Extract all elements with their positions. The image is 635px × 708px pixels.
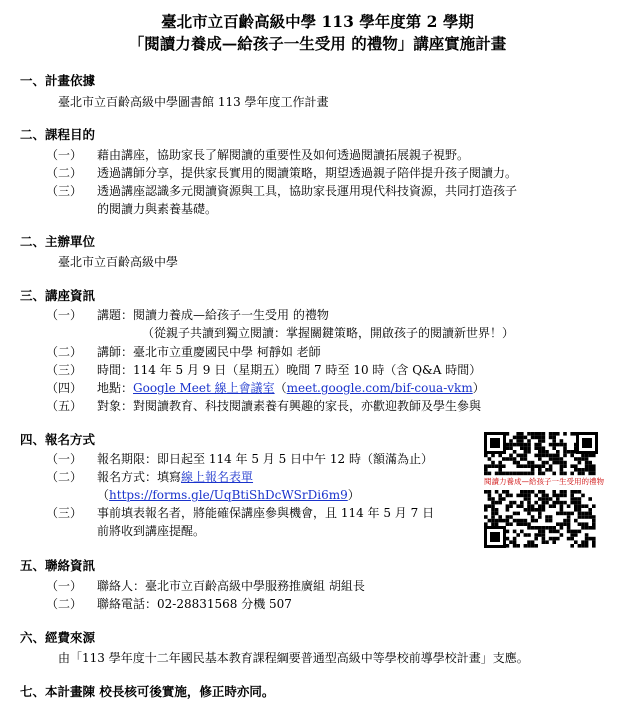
registration-notice-number: （三） (46, 506, 83, 520)
section-heading-contact: 五、聯絡資訊 (20, 558, 96, 573)
section-heading-funding: 六、經費來源 (20, 630, 96, 645)
basis-text: 臺北市立百齡高級中學圖書館 113 學年度工作計畫 (58, 95, 329, 109)
section-heading-basis: 一、計畫依據 (20, 73, 96, 88)
qr-code-caption: 閱讀力養成—給孩子一生受用的禮物 (484, 477, 604, 486)
document-title-line1: 臺北市立百齡高級中學 113 學年度第 2 學期 (161, 12, 474, 31)
purpose-item-3-text: 透過講座認識多元閱讀資源與工具，協助家長運用現代科技資源，共同打造孩子 (97, 184, 518, 198)
purpose-item-2-text: 透過講師分享，提供家長實用的閱讀策略，期望透過親子陪伴提升孩子閱讀力。 (97, 166, 518, 180)
registration-method-label: 報名方式：填寫 (97, 470, 182, 484)
registration-method-number: （二） (46, 470, 83, 484)
lecture-time: 時間：114 年 5 月 9 日（星期五）晚間 7 時至 10 時（含 Q&A 時間） (97, 363, 482, 377)
paren-open: （ (97, 488, 110, 502)
purpose-item-3-text-cont: 的閱讀力與素養基礎。 (97, 202, 218, 216)
registration-form-link[interactable]: 線上報名表單 (181, 470, 254, 484)
purpose-item-1-number: （一） (46, 148, 83, 162)
lecture-topic-number: （一） (46, 308, 83, 322)
purpose-item-1-text: 藉由講座，協助家長了解閱讀的重要性及如何透過閱讀拓展親子視野。 (97, 148, 470, 162)
qr-code-registration (484, 490, 598, 548)
qr-code-meet-top (484, 432, 598, 476)
google-meet-link[interactable]: Google Meet 線上會議室 (133, 381, 275, 395)
registration-method (97, 471, 253, 483)
lecture-speaker-number: （二） (46, 345, 83, 359)
section-heading-approval: 七、本計畫陳 校長核可後實施，修正時亦同。 (20, 684, 275, 699)
section-heading-registration: 四、報名方式 (20, 432, 96, 447)
contact-phone-number: （二） (46, 597, 83, 611)
contact-phone: 聯絡電話：02-28831568 分機 507 (97, 597, 292, 611)
registration-period-number: （一） (46, 452, 83, 466)
lecture-place-label: 地點： (97, 381, 134, 395)
paren-close: ） (472, 381, 485, 395)
organizer-text: 臺北市立百齡高級中學 (58, 255, 179, 269)
funding-text: 由「113 學年度十二年國民基本教育課程綱要普通型高級中等學校前導學校計畫」支應。 (58, 651, 529, 665)
registration-url-line (97, 489, 360, 501)
lecture-target-number: （五） (46, 399, 83, 413)
paren-open: （ (274, 381, 287, 395)
section-heading-organizer: 二、主辦單位 (20, 234, 96, 249)
registration-notice: 事前填表報名者，將能確保講座參與機會，且 114 年 5 月 7 日 (97, 506, 435, 520)
contact-person: 聯絡人：臺北市立百齡高級中學服務推廣組 胡組長 (97, 579, 365, 593)
document-title-line2: 「閱讀力養成—給孩子一生受用 的禮物」講座實施計畫 (128, 34, 507, 53)
registration-form-url-link[interactable]: https://forms.gle/UqBtiShDcWSrDi6m9 (109, 488, 348, 502)
meet-url-link[interactable]: meet.google.com/bif-coua-vkm (286, 381, 473, 395)
section-heading-lecture-info: 三、講座資訊 (20, 288, 96, 303)
lecture-place (97, 382, 485, 394)
paren-close: ） (347, 488, 360, 502)
lecture-place-number: （四） (46, 381, 83, 395)
purpose-item-2-number: （二） (46, 166, 83, 180)
lecture-time-number: （三） (46, 363, 83, 377)
contact-person-number: （一） (46, 579, 83, 593)
lecture-target: 對象：對閱讀教育、科技閱讀素養有興趣的家長，亦歡迎教師及學生參與 (97, 399, 482, 413)
registration-period: 報名期限：即日起至 114 年 5 月 5 日中午 12 時（額滿為止） (97, 452, 433, 466)
lecture-speaker: 講師：臺北市立重慶國民中學 柯靜如 老師 (97, 345, 321, 359)
purpose-item-3-number: （三） (46, 184, 83, 198)
lecture-topic: 講題：閱讀力養成—給孩子一生受用 的禮物 (97, 308, 329, 322)
lecture-topic-subtitle: （從親子共讀到獨立閱讀：掌握關鍵策略，開啟孩子的閱讀新世界！） (142, 326, 515, 340)
registration-notice-cont: 前將收到講座提醒。 (97, 524, 206, 538)
section-heading-purpose: 二、課程目的 (20, 127, 96, 142)
